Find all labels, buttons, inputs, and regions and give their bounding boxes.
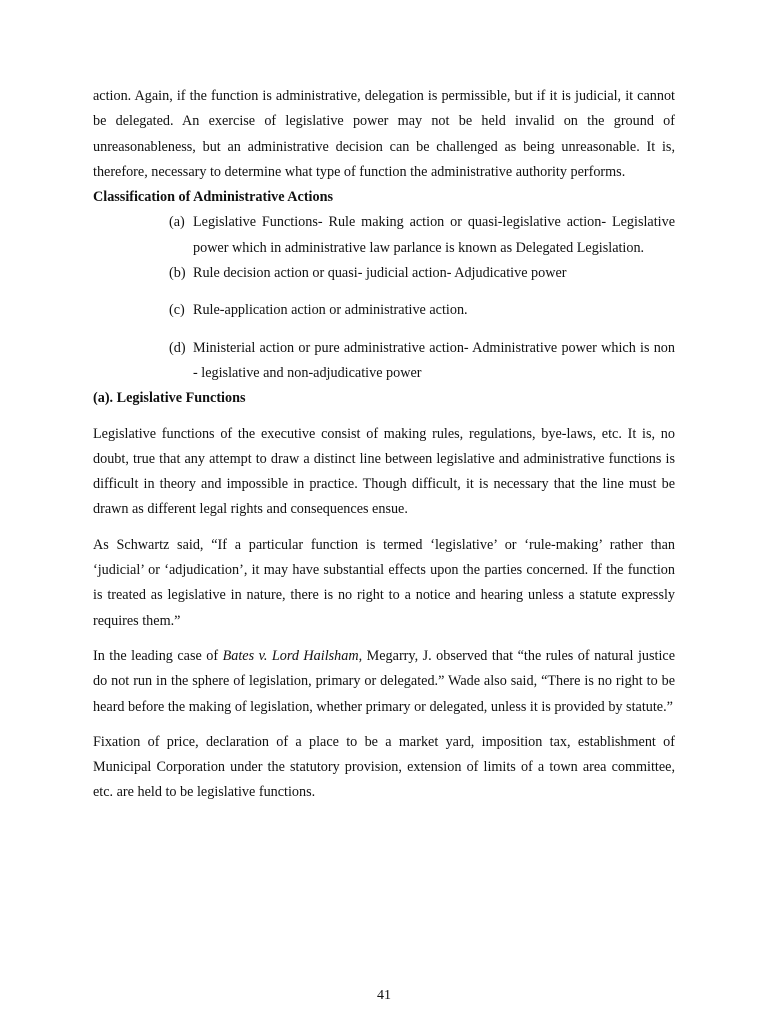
case-name: Bates v. Lord Hailsham	[222, 647, 359, 664]
bates-case-paragraph	[93, 644, 675, 720]
list-item	[93, 298, 675, 323]
legislative-paragraph-1: Legislative functions of the executive consist of making rules, regulations, bye-laws, etc. It is, no doubt, true that any attempt to draw a distinct line between legislative and administrative functions is difficult in theory and impossible in practice. Though difficult, it is necessary that the line must be drawn as different legal rights and consequences ensue.	[93, 425, 675, 518]
list-item-text: Rule-application action or administrative action.	[193, 302, 468, 319]
list-item-label: (c)	[169, 302, 185, 319]
list-item-label: (d)	[169, 339, 186, 356]
classification-list	[93, 210, 675, 386]
bates-paragraph-intro: In the leading case of	[93, 647, 223, 664]
list-item-text: Rule decision action or quasi- judicial action- Adjudicative power	[193, 265, 567, 282]
list-item-label: (b)	[169, 265, 186, 282]
list-item-text: Ministerial action or pure administrative action- Administrative power which is non - legislative and non-adjudicative power	[193, 339, 675, 381]
page-content	[93, 84, 675, 806]
list-item-label: (a)	[169, 214, 185, 231]
classification-heading: Classification of Administrative Actions	[93, 189, 334, 206]
bates-paragraph-body: , Megarry, J. observed that “the rules of natural justice do not run in the sphere of legislation, primary or delegated.” Wade also said, “There is no right to be heard before the making of legislation, whether primary or delegated, unless it is provided by statute.”	[93, 647, 676, 715]
page-number: 41	[377, 988, 391, 1003]
list-item	[93, 336, 675, 387]
list-item	[93, 261, 675, 286]
intro-paragraph: action. Again, if the function is administrative, delegation is permissible, but if it is judicial, it cannot be delegated. An exercise of legislative power may not be held invalid on the ground of unreasonableness, but an administrative decision can be challenged as being unreasonable. It is, therefore, necessary to determine what type of function the administrative authority performs.	[93, 88, 675, 180]
schwartz-quote-paragraph: As Schwartz said, “If a particular function is termed ‘legislative’ or ‘rule-making’ rather than ‘judicial’ or ‘adjudication’, it may have substantial effects upon the parties concerned. If the function is treated as legislative in nature, there is no right to a notice and hearing unless a statute expressly requires them.”	[93, 536, 675, 629]
list-item	[93, 210, 675, 261]
legislative-functions-heading: (a). Legislative Functions	[93, 390, 246, 407]
list-item-text: Legislative Functions- Rule making action or quasi-legislative action- Legislative power which in administrative law parlance is known as Delegated Legislation.	[193, 214, 675, 256]
legislative-examples-paragraph: Fixation of price, declaration of a place to be a market yard, imposition tax, establishment of Municipal Corporation under the statutory provision, extension of limits of a town area committee, etc. are held to be legislative functions.	[93, 733, 675, 801]
